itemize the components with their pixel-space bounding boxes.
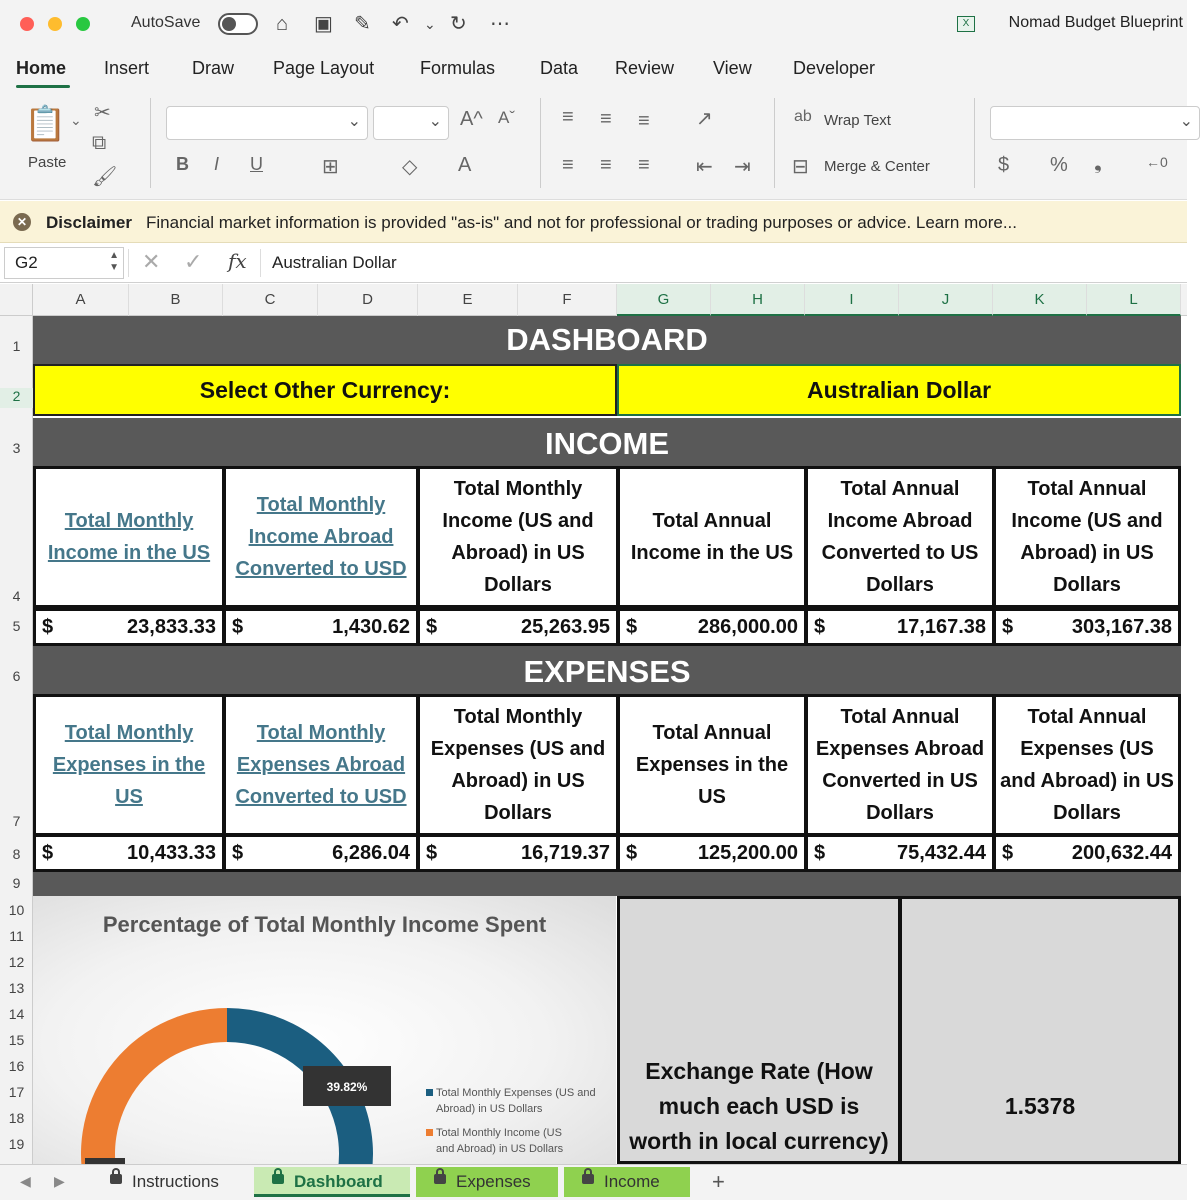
font-name-select[interactable] xyxy=(166,106,368,140)
income-header: Total Annual Income Abroad Converted to US Dollars xyxy=(805,466,995,608)
ribbon-separator xyxy=(974,98,975,188)
expense-value-cell[interactable] xyxy=(223,834,419,872)
expense-value-cell[interactable] xyxy=(617,834,807,872)
add-sheet-button[interactable]: + xyxy=(712,1169,725,1194)
title-bar xyxy=(0,0,1187,48)
income-header-link[interactable]: Total Monthly Income in the US xyxy=(33,466,225,608)
income-header-link[interactable]: Total Monthly Income Abroad Converted to USD xyxy=(223,466,419,608)
format-painter-icon[interactable]: 🖌 xyxy=(92,166,118,188)
row-header[interactable]: 15 xyxy=(8,1032,25,1048)
row-header[interactable]: 8 xyxy=(12,846,21,862)
copy-icon[interactable]: ⧉ xyxy=(92,132,107,154)
sheet-tab-income[interactable] xyxy=(564,1167,690,1197)
lock-icon xyxy=(110,1174,122,1184)
increase-decimal-icon[interactable]: ←0 xyxy=(1146,154,1168,170)
legend-swatch xyxy=(426,1089,433,1096)
column-header[interactable]: F xyxy=(518,284,617,316)
active-tab-indicator xyxy=(16,85,70,88)
sheet-tab-label: Instructions xyxy=(132,1172,219,1191)
name-box[interactable] xyxy=(4,247,124,279)
formula-bar xyxy=(0,243,1187,283)
income-value-cell[interactable] xyxy=(33,608,225,646)
worksheet[interactable] xyxy=(33,316,1187,1164)
row-header[interactable]: 7 xyxy=(12,813,21,829)
ribbon-separator xyxy=(774,98,775,188)
paste-icon[interactable]: 📋 xyxy=(24,105,67,143)
align-bottom-icon[interactable]: ≡ xyxy=(638,110,650,132)
row-header[interactable]: 12 xyxy=(8,954,25,970)
align-center-icon[interactable]: ≡ xyxy=(600,154,612,176)
decrease-indent-icon[interactable]: ⇤ xyxy=(696,156,713,178)
row-header[interactable]: 10 xyxy=(8,902,25,918)
cancel-entry-icon[interactable]: ✕ xyxy=(142,249,161,274)
select-all-corner[interactable] xyxy=(0,284,33,316)
home-icon[interactable]: ⌂ xyxy=(276,13,289,35)
tab-page-layout[interactable]: Page Layout xyxy=(273,58,375,78)
expense-header: Total Annual Expenses (US and Abroad) in US Dollars xyxy=(993,694,1181,836)
sheet-tabs-bar xyxy=(0,1164,1187,1200)
accounting-format-button[interactable]: $ xyxy=(998,154,1010,176)
income-section-title: INCOME xyxy=(33,418,1181,466)
maximize-window-button[interactable] xyxy=(76,17,90,31)
income-value-cell[interactable] xyxy=(617,608,807,646)
currency-sign: $ xyxy=(426,842,438,864)
exchange-rate-label-panel xyxy=(617,896,901,1164)
currency-sign: $ xyxy=(626,616,638,638)
row-header[interactable]: 4 xyxy=(12,588,21,604)
merge-center-button[interactable]: Merge & Center xyxy=(824,158,930,175)
column-headers xyxy=(0,284,1187,316)
expense-header: Total Monthly Expenses (US and Abroad) in US Dollars xyxy=(417,694,619,836)
edit-icon[interactable]: ✎ xyxy=(354,13,371,35)
ribbon-separator xyxy=(540,98,541,188)
income-header: Total Annual Income (US and Abroad) in US Dollars xyxy=(993,466,1181,608)
income-value: 1,430.62 xyxy=(332,616,410,638)
autosave-label: AutoSave xyxy=(131,14,201,31)
expense-value: 6,286.04 xyxy=(332,842,410,864)
income-value: 25,263.95 xyxy=(521,616,610,638)
increase-indent-icon[interactable]: ⇥ xyxy=(734,156,751,178)
ribbon-tabs xyxy=(0,48,1187,92)
name-box-spinner-icon[interactable]: ▲ ▼ xyxy=(109,250,119,273)
column-header[interactable]: G xyxy=(617,284,711,316)
formula-separator xyxy=(260,249,261,277)
lock-icon xyxy=(582,1174,594,1184)
legend-label: Total Monthly Income (US xyxy=(436,1127,562,1139)
income-value-cell[interactable] xyxy=(417,608,619,646)
column-header[interactable]: K xyxy=(993,284,1087,316)
currency-sign: $ xyxy=(42,616,54,638)
tab-draw[interactable]: Draw xyxy=(192,58,235,78)
sheet-tab-label: Income xyxy=(604,1172,660,1191)
legend-label: Total Monthly Expenses (US and xyxy=(436,1087,596,1099)
currency-sign: $ xyxy=(814,616,826,638)
row-header[interactable]: 13 xyxy=(8,980,25,996)
donut-chart-svg xyxy=(33,896,616,1164)
cut-icon[interactable]: ✂ xyxy=(94,102,111,124)
next-sheet-icon[interactable]: ▶ xyxy=(54,1173,65,1189)
more-icon[interactable]: ⋯ xyxy=(490,13,510,35)
currency-sign: $ xyxy=(1002,842,1014,864)
fill-color-icon[interactable]: ◇ xyxy=(402,156,418,178)
tab-data[interactable]: Data xyxy=(540,58,579,78)
income-value: 286,000.00 xyxy=(697,616,798,638)
tab-insert[interactable]: Insert xyxy=(104,58,150,78)
paste-dropdown-icon[interactable]: ⌄ xyxy=(70,112,82,128)
tab-home[interactable]: Home xyxy=(16,58,67,78)
row-header[interactable]: 5 xyxy=(12,618,21,634)
currency-sign: $ xyxy=(232,842,244,864)
ribbon xyxy=(0,92,1187,200)
previous-sheet-icon[interactable]: ◀ xyxy=(20,1173,31,1189)
row-header[interactable]: 2 xyxy=(0,388,33,408)
currency-sign: $ xyxy=(814,842,826,864)
autosave-toggle[interactable] xyxy=(218,13,258,35)
number-format-select[interactable] xyxy=(990,106,1200,140)
row-header[interactable]: 3 xyxy=(12,440,21,456)
column-header[interactable]: C xyxy=(223,284,318,316)
insert-function-icon[interactable]: fx xyxy=(228,249,247,273)
increase-font-size-icon[interactable]: A^ xyxy=(460,108,483,130)
currency-sign: $ xyxy=(626,842,638,864)
exchange-rate-value-panel[interactable] xyxy=(899,896,1181,1164)
document-title: Nomad Budget Blueprint xyxy=(1008,14,1183,31)
align-middle-icon[interactable]: ≡ xyxy=(600,108,612,130)
merge-center-icon[interactable]: ⊟ xyxy=(792,156,809,178)
sheet-tab-dashboard[interactable] xyxy=(254,1167,410,1197)
expense-value: 200,632.44 xyxy=(1071,842,1172,864)
sheet-tab-expenses[interactable] xyxy=(416,1167,558,1197)
percent-style-button[interactable]: % xyxy=(1050,154,1068,176)
align-right-icon[interactable]: ≡ xyxy=(638,154,650,176)
lock-icon xyxy=(434,1174,446,1184)
currency-sign: $ xyxy=(232,616,244,638)
row-header[interactable]: 11 xyxy=(9,928,24,944)
decrease-font-size-icon[interactable]: Aˇ xyxy=(498,108,515,127)
row-header[interactable]: 19 xyxy=(8,1136,25,1152)
sheet-tab-label: Expenses xyxy=(456,1172,531,1191)
orientation-icon[interactable]: ↗ xyxy=(696,108,713,130)
expense-value-cell[interactable] xyxy=(805,834,995,872)
income-value: 23,833.33 xyxy=(127,616,216,638)
column-header[interactable]: L xyxy=(1087,284,1181,316)
row-header[interactable]: 9 xyxy=(12,875,21,891)
name-box-value: G2 xyxy=(15,253,38,272)
expense-header-link[interactable]: Total Monthly Expenses Abroad Converted to USD xyxy=(223,694,419,836)
column-header[interactable]: E xyxy=(418,284,518,316)
font-size-select[interactable] xyxy=(373,106,449,140)
select-currency-label[interactable]: Select Other Currency: xyxy=(33,364,617,416)
expense-value-cell[interactable] xyxy=(33,834,225,872)
align-left-icon[interactable]: ≡ xyxy=(562,154,574,176)
expense-value: 75,432.44 xyxy=(897,842,986,864)
sheet-tab-label: Dashboard xyxy=(294,1172,383,1191)
row-header[interactable]: 17 xyxy=(8,1084,25,1100)
comma-style-icon[interactable]: ❟ xyxy=(1094,152,1102,174)
row-header[interactable]: 1 xyxy=(12,338,21,354)
expense-header: Total Annual Expenses Abroad Converted in US Dollars xyxy=(805,694,995,836)
excel-file-icon: X xyxy=(957,16,975,32)
underline-icon[interactable]: U xyxy=(250,154,263,174)
income-value: 303,167.38 xyxy=(1071,616,1172,638)
row-headers xyxy=(0,316,33,1164)
exchange-rate-label: Exchange Rate (How much each USD is worth in local currency) xyxy=(629,1058,889,1154)
expense-value: 16,719.37 xyxy=(521,842,610,864)
income-value-cell[interactable] xyxy=(993,608,1181,646)
align-top-icon[interactable]: ≡ xyxy=(562,106,574,128)
expense-value: 10,433.33 xyxy=(127,842,216,864)
row-header[interactable]: 6 xyxy=(12,668,21,684)
undo-dropdown-icon[interactable]: ⌄ xyxy=(424,16,436,32)
column-header[interactable]: I xyxy=(805,284,899,316)
expense-header-link[interactable]: Total Monthly Expenses in the US xyxy=(33,694,225,836)
undo-icon[interactable]: ↶ xyxy=(392,13,409,35)
disclaimer-title: Disclaimer xyxy=(46,213,132,232)
currency-sign: $ xyxy=(426,616,438,638)
expense-value-cell[interactable] xyxy=(417,834,619,872)
ribbon-separator xyxy=(150,98,151,188)
currency-select-cell[interactable]: Australian Dollar xyxy=(617,364,1181,416)
legend-swatch xyxy=(426,1129,433,1136)
expense-value: 125,200.00 xyxy=(697,842,798,864)
chart-title: Percentage of Total Monthly Income Spent xyxy=(102,912,547,937)
borders-icon[interactable]: ⊞ xyxy=(322,156,339,178)
svg-text:39.82%: 39.82% xyxy=(326,1080,368,1094)
expense-header: Total Annual Expenses in the US xyxy=(617,694,807,836)
tab-review[interactable]: Review xyxy=(615,58,675,78)
exchange-rate-value: 1.5378 xyxy=(1004,1093,1076,1119)
legend-label: Abroad) in US Dollars xyxy=(436,1103,543,1115)
row-header[interactable]: 14 xyxy=(8,1006,25,1022)
column-header[interactable]: H xyxy=(711,284,805,316)
paste-label: Paste xyxy=(28,154,67,171)
income-value: 17,167.38 xyxy=(897,616,986,638)
wrap-text-button[interactable]: Wrap Text xyxy=(824,112,891,129)
spacer-band xyxy=(33,872,1181,896)
lock-icon xyxy=(272,1174,284,1184)
confirm-entry-icon[interactable]: ✓ xyxy=(184,249,203,274)
tab-developer[interactable]: Developer xyxy=(793,58,876,78)
italic-icon[interactable]: I xyxy=(214,154,220,174)
row-header[interactable]: 16 xyxy=(8,1058,25,1074)
wrap-text-icon[interactable]: ab xyxy=(794,108,812,125)
column-header[interactable]: J xyxy=(899,284,993,316)
minimize-window-button[interactable] xyxy=(48,17,62,31)
row-header[interactable]: 18 xyxy=(8,1110,25,1126)
expenses-section-title: EXPENSES xyxy=(33,646,1181,694)
save-icon[interactable]: ▣ xyxy=(314,13,333,35)
income-spent-chart[interactable] xyxy=(33,896,616,1164)
income-header: Total Monthly Income (US and Abroad) in US Dollars xyxy=(417,466,619,608)
formula-separator xyxy=(128,249,129,277)
tab-formulas[interactable]: Formulas xyxy=(420,58,496,78)
currency-sign: $ xyxy=(1002,616,1014,638)
close-window-button[interactable] xyxy=(20,17,34,31)
income-value-cell[interactable] xyxy=(805,608,995,646)
income-value-cell[interactable] xyxy=(223,608,419,646)
legend-label: and Abroad) in US Dollars xyxy=(436,1143,564,1155)
column-header[interactable]: A xyxy=(33,284,129,316)
data-label-expenses xyxy=(303,1066,391,1106)
currency-sign: $ xyxy=(42,842,54,864)
dismiss-icon[interactable]: ✕ xyxy=(13,213,31,231)
bold-icon[interactable]: B xyxy=(176,154,189,174)
disclaimer-message[interactable]: Financial market information is provided "as-is" and not for professional or trading purposes or advice. Learn more... xyxy=(146,213,1017,232)
formula-input[interactable]: Australian Dollar xyxy=(272,253,397,272)
column-header[interactable]: B xyxy=(129,284,223,316)
dashboard-title: DASHBOARD xyxy=(33,316,1181,364)
disclaimer-bar xyxy=(0,201,1187,243)
expense-value-cell[interactable] xyxy=(993,834,1181,872)
font-color-icon[interactable]: A xyxy=(458,154,472,176)
redo-icon[interactable]: ↻ xyxy=(450,13,467,35)
column-header[interactable]: D xyxy=(318,284,418,316)
sheet-tab-instructions[interactable] xyxy=(92,1167,242,1197)
tab-view[interactable]: View xyxy=(713,58,752,78)
income-header: Total Annual Income in the US xyxy=(617,466,807,608)
